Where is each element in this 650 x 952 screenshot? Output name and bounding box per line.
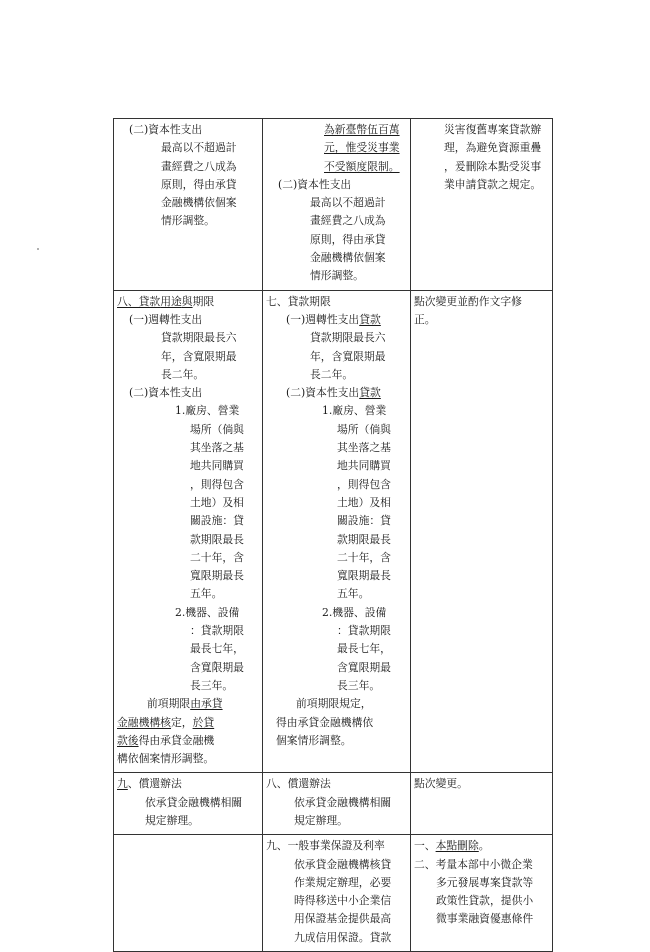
amended-provision-cell: 七、貸款期限 (一)週轉性支出貸款 貸款期限最長六 年，含寬限期最 長二年。 (二)資本性支出貸款 1.廠房、營業 場所（倘與 其坐落之基 地共同購買 ，則得包含 土地）及相 關設施：貸 款期限最長 二十年，含 寬限期最長 五年。 2.機器、設備 ：貸款期限 最長七年， 含寬限期最 長三年。 前項期限規定， 得由承貸金融機構依 個案情形調整。 bbox=[263, 290, 411, 773]
original-provision-cell: 八、貸款用途與期限 (一)週轉性支出 貸款期限最長六 年，含寬限期最 長二年。 (二)資本性支出 1.廠房、營業 場所（倘與 其坐落之基 地共同購買 ，則得包含 土地）及相 關設施：貸 款期限最長 二十年，含 寬限期最長 五年。 2.機器、設備 ：貸款期限 最長七年， 含寬限期最 長三年。 前項期限由承貸 金融機構核定，於貸 款後得由承貸金融機 構依個案情形調整。 bbox=[114, 290, 263, 773]
article-heading: 八、償還辦法 bbox=[266, 777, 331, 791]
table-row bbox=[114, 119, 553, 291]
article-heading: 九、一般事業保證及利率 bbox=[266, 839, 385, 853]
scan-speck bbox=[37, 248, 39, 250]
original-provision-cell bbox=[114, 835, 263, 952]
explanation-cell: 點次變更並酌作文字修 正。 bbox=[411, 290, 553, 773]
amended-provision-cell: 八、償還辦法 依承貸金融機構相關 規定辦理。 bbox=[263, 773, 411, 835]
amended-provision-cell: 九、一般事業保證及利率 依承貸金融機構核貸 作業規定辦理，必要 時得移送中小企業信 用保證基金提供最高 九成信用保證。貸款 bbox=[263, 835, 411, 952]
explanation-cell: 災害復舊專案貸款辦 理，為避免資源重疊 ，爰刪除本點受災事 業申請貸款之規定。 bbox=[411, 119, 553, 291]
original-provision-cell: (二)資本性支出 最高以不超過計 畫經費之八成為 原則，得由承貸 金融機構依個案 情形調整。 bbox=[114, 119, 263, 291]
article-heading: 九、償還辦法 bbox=[117, 777, 182, 791]
table-row bbox=[114, 290, 553, 773]
explanation-cell: 點次變更。 bbox=[411, 773, 553, 835]
amended-provision-cell: 為新臺幣伍百萬 元，惟受災事業 不受額度限制。 (二)資本性支出 最高以不超過計 畫經費之八成為 原則，得由承貸 金融機構依個案 情形調整。 bbox=[263, 119, 411, 291]
table-row bbox=[114, 773, 553, 835]
article-heading: 七、貸款期限 bbox=[266, 294, 331, 308]
comparison-table bbox=[113, 118, 553, 952]
original-provision-cell: 九、償還辦法 依承貸金融機構相關 規定辦理。 bbox=[114, 773, 263, 835]
article-heading: 八、貸款用途與期限 bbox=[117, 294, 215, 308]
explanation-cell: 一、本點刪除。 二、考量本部中小微企業 多元發展專案貸款等 政策性貸款，提供小 微事業融資優惠條件 bbox=[411, 835, 553, 952]
table-row bbox=[114, 835, 553, 952]
